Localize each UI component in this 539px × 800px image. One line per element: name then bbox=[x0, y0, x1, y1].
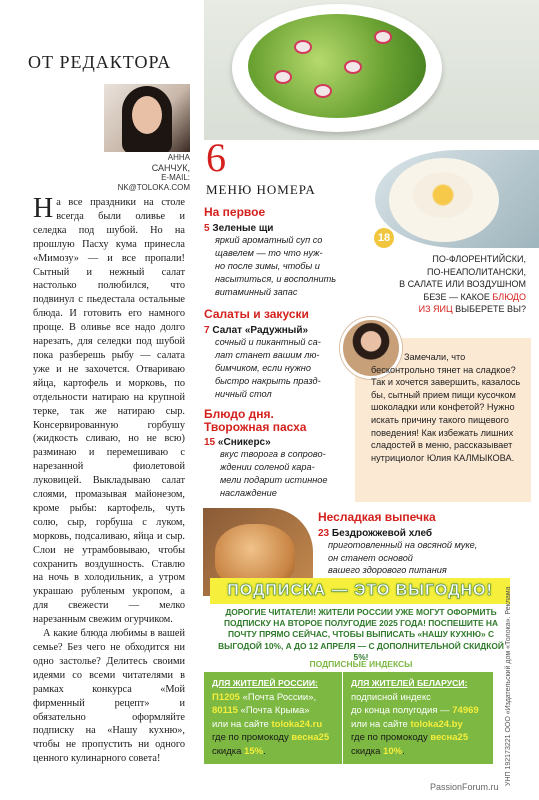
editor-email-label: E-MAIL: bbox=[161, 173, 190, 182]
editor-letter bbox=[33, 193, 185, 766]
index-code: 80115 bbox=[212, 705, 238, 717]
legal-text: УНП 192173221 ООО «Издательский дом «Толока». Реклама bbox=[505, 586, 512, 786]
legal-notice bbox=[505, 586, 519, 786]
dish-name: Бездрожжевой хлеб bbox=[331, 528, 433, 539]
dish-desc-line: вашего здорового питания bbox=[328, 565, 447, 575]
dish-name: Зеленые щи bbox=[212, 223, 274, 234]
dish-desc-line: сочный и пикантный са- bbox=[215, 337, 321, 347]
menu-page-number: 6 bbox=[206, 135, 226, 180]
editor-first-name: АННА bbox=[167, 153, 190, 162]
box-heading: ДЛЯ ЖИТЕЛЕЙ РОССИИ: bbox=[212, 678, 318, 688]
site-link[interactable]: toloka24.by bbox=[410, 718, 463, 730]
menu-section-first-course[interactable] bbox=[204, 205, 355, 299]
editor-section-title: ОТ РЕДАКТОРА bbox=[28, 52, 172, 72]
promo-code: весна25 bbox=[291, 732, 330, 744]
editor-paragraph-1: а все праздники на столе всегда были оливье и селедка под шубой. Но на прошлую Пасху кума принесла «Мимозу» — и все пропали! Сытный и нежный салат настолько полюбился, что подвинул с пьедестала остальные блюда. И готовить его намного проще. В оливье все надо долго нарезать, для селедки под шубой пока разберешь рыбу — салата уже и не захочется. Отвариваю яйца, картофель и морковь, по отдельности натираю на крупной терке, так же натираю сыр. Консервированную горбушу (жидкость сливаю, но не всю) разминаю и перемешиваю с нарезанной фиолетовой луковицей. Выкладываю салат слоями, промазывая майонезом, кроме рыбы: картофель, чуть солю, сыр, горбуша с луком, морковь, подсаливаю, яйца и сыр. Слои не утрамбовываю, чтобы сохранить воздушность. Ставлю на ночь в холодильник, а утром украшаю рубленым укропом, а для свежести — мелко нарезанным свежим огурчиком. bbox=[33, 197, 185, 626]
dish-desc-line: бимчиком, если нужно bbox=[215, 363, 311, 373]
editor-paragraph-2: А какие блюда любимы в вашей семье? Без чего не обходится ни одно застолье? Делитесь своими идеями со всеми читателями в рамках конкурса «Мой фирменный рецепт» и обязательно оформляйте подписку на «Нашу кухню», чтобы не пропустить ни одного ценного кулинарного совета! bbox=[33, 628, 185, 765]
eggs-teaser-line: ПО-ФЛОРЕНТИЙСКИ, bbox=[432, 254, 526, 264]
dish-desc-line: витаминный запас bbox=[215, 287, 298, 297]
promo-code: весна25 bbox=[430, 732, 469, 744]
page-ref: 7 bbox=[204, 325, 210, 336]
eggs-teaser-highlight: ИЗ ЯИЦ bbox=[418, 304, 453, 314]
menu-section-pastry[interactable] bbox=[318, 510, 508, 577]
belarus-subscription-box bbox=[343, 672, 493, 764]
eggs-teaser-highlight: БЛЮДО bbox=[492, 291, 526, 302]
index-text: или на сайте bbox=[351, 718, 411, 730]
dish-desc-line: быстро накрыть празд- bbox=[215, 376, 321, 386]
index-text: . bbox=[263, 745, 266, 757]
box-heading: ДЛЯ ЖИТЕЛЕЙ БЕЛАРУСИ: bbox=[351, 678, 468, 688]
eggs-teaser-line: В САЛАТЕ ИЛИ ВОЗДУШНОМ bbox=[399, 279, 526, 289]
salad-photo bbox=[204, 0, 539, 140]
dish-name: «Сникерс» bbox=[217, 437, 271, 448]
dish-desc-line: ничный стол bbox=[215, 389, 272, 399]
eggs-dish-photo bbox=[375, 150, 539, 248]
discount-value: 10% bbox=[383, 745, 403, 757]
index-text: где по промокоду bbox=[351, 732, 431, 744]
menu-title: МЕНЮ НОМЕРА bbox=[206, 182, 316, 197]
editor-last-name: САНЧУК, bbox=[151, 163, 190, 173]
dish-name: Салат «Радужный» bbox=[212, 325, 309, 336]
dish-desc-line: мели подарит истинное bbox=[220, 475, 328, 485]
russia-subscription-box bbox=[204, 672, 342, 764]
site-link[interactable]: toloka24.ru bbox=[271, 718, 323, 730]
page-ref: 23 bbox=[318, 528, 330, 539]
subscription-indexes-title: ПОДПИСНЫЕ ИНДЕКСЫ bbox=[309, 659, 413, 669]
section-head: Блюдо дня. bbox=[204, 407, 274, 421]
dish-desc-line: вкус творога в сопрово- bbox=[220, 449, 326, 459]
dish-desc-line: щавелем — то что нуж- bbox=[215, 248, 323, 258]
section-head: На первое bbox=[204, 205, 266, 219]
eggs-teaser[interactable] bbox=[356, 253, 526, 316]
menu-section-salads[interactable] bbox=[204, 307, 345, 401]
subscription-heading: ПОДПИСКА — ЭТО ВЫГОДНО! bbox=[210, 578, 510, 604]
page-ref: 15 bbox=[204, 437, 216, 448]
dish-desc-line: яркий ароматный суп со bbox=[215, 235, 323, 245]
dish-desc-line: он станет основой bbox=[328, 552, 413, 563]
menu-section-dish-of-day[interactable] bbox=[204, 408, 350, 500]
index-code: 74969 bbox=[452, 705, 479, 717]
eggs-teaser-line: ПО-НЕАПОЛИТАНСКИ, bbox=[426, 266, 526, 277]
index-text: . bbox=[402, 745, 405, 757]
subscription-intro: ДОРОГИЕ ЧИТАТЕЛИ! ЖИТЕЛИ РОССИИ УЖЕ МОГУТ ОФОРМИТЬ ПОДПИСКУ НА ВТОРОЕ ПОЛУГОДИЕ 2025 ГОДА! ПОСПЕШИТЕ НА ПОЧТУ ПРЯМО СЕЙЧАС, ЧТОБЫ ВЫПИСАТЬ «НАШУ КУХНЮ» С ВЫГОДОЙ 10%, А ДО 12 АПРЕЛЯ — С ДОПОЛНИТЕЛЬНОЙ СКИДКОЙ 5%! bbox=[218, 607, 504, 662]
section-subhead: Творожная пасха bbox=[204, 420, 307, 434]
discount-value: 15% bbox=[244, 745, 264, 757]
dish-desc-line: ждении соленой кара- bbox=[220, 462, 315, 472]
index-text: «Почта Крыма» bbox=[237, 705, 310, 717]
editor-name bbox=[118, 153, 190, 193]
page-ref: 5 bbox=[204, 223, 210, 234]
index-text: или на сайте bbox=[212, 718, 272, 730]
sweets-teaser-text[interactable]: Замечали, что бесконтрольно тянет на сладкое? Так и хочется завершить, казалось бы, сытный прием пищи кусочком шоколадки или конфетой? Нужно искать причину такого пищевого поведения! Как избежать лишних сладостей в меню, рассказывает нутрициолог Юлия КАЛМЫКОВА. bbox=[371, 352, 521, 463]
index-text: подписной индекс bbox=[351, 691, 431, 703]
index-text: скидка bbox=[351, 745, 384, 757]
index-text: до конца полугодия — bbox=[351, 705, 453, 717]
editor-photo bbox=[104, 84, 190, 152]
dish-desc-line: насытиться, и восполнить bbox=[215, 274, 337, 284]
dish-desc-line: лат станет вашим лю- bbox=[215, 350, 320, 360]
index-text: «Почта России», bbox=[239, 691, 317, 703]
eggs-teaser-text: БЕЗЕ — КАКОЕ bbox=[423, 291, 493, 302]
section-head: Салаты и закуски bbox=[204, 307, 309, 321]
editor-email[interactable]: NK@TOLOKA.COM bbox=[117, 183, 190, 192]
index-text: где по промокоду bbox=[212, 732, 292, 744]
dish-desc-line: приготовленный на овсяной муке, bbox=[328, 540, 478, 550]
eggs-teaser-text: ВЫБЕРЕТЕ ВЫ? bbox=[452, 304, 526, 314]
index-text: скидка bbox=[212, 745, 245, 757]
watermark: PassionForum.ru bbox=[430, 782, 499, 792]
index-code: П1205 bbox=[212, 691, 240, 703]
drop-cap: Н bbox=[33, 193, 54, 224]
dish-desc-line: наслаждение bbox=[220, 488, 277, 498]
eggs-page-badge[interactable]: 18 bbox=[374, 228, 394, 248]
section-head: Несладкая выпечка bbox=[318, 510, 436, 524]
dish-desc-line: но после зимы, чтобы и bbox=[215, 261, 320, 271]
